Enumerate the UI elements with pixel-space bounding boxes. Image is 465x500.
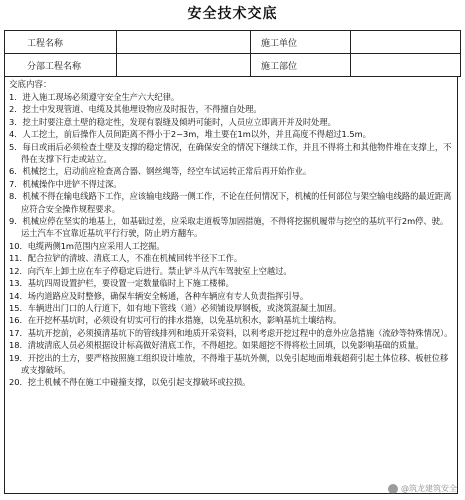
list-item: 5．每日或雨后必须检查土壁及支撑的稳定情况，在确保安全的情况下继续工作，并且不得将土和其他物件堆在支撑上，不得在支撑下行走或站立。: [9, 141, 452, 165]
list-item: 6．机械挖土，启动前应检查离合器、钢丝绳等，经空车试运转正常后再开始作业。: [9, 166, 312, 177]
list-item: 4．人工挖土，前后操作人员间距离不得小于2~3m，堆土要在1m以外，并且高度不得超过1.5m。: [9, 129, 371, 140]
item-list: [9, 91, 453, 389]
content-heading: 交底内容：: [9, 80, 52, 90]
list-item: 2．挖土中发现管道、电缆及其他埋设物应及时报告，不得擅自处理。: [9, 104, 262, 115]
project-name-value: [117, 31, 251, 54]
list-item: 15．车辆进出门口的人行道下，如有地下管线（道）必须铺设厚钢板，或浇筑混凝土加固。: [9, 302, 342, 313]
list-item: 7．机械操作中进铲不得过深。: [9, 178, 122, 189]
watermark-logo-icon: [388, 484, 398, 494]
list-item: 16．在开挖杯基坑时，必须设有切实可行的排水措施，以免基坑积水，影响基坑土壤结构。: [9, 315, 342, 326]
sub-project-name-label: 分部工程名称: [5, 54, 117, 77]
list-item: 20．挖土机械不得在施工中碰撞支撑，以免引起支撑破坏或拉损。: [9, 377, 251, 388]
list-item: 3．挖土时要注意土壁的稳定性，发现有裂缝及倾坍可能时，人员应立即离开并及时处理。: [9, 116, 336, 127]
watermark-text: @筑龙建筑安全: [401, 484, 457, 493]
list-item: 18．清坡清底人员必须根据设计标高做好清底工作，不得超挖。如果超挖不得将松土回填，以免影响基础的质量。: [9, 340, 424, 351]
list-item: 10．电缆两侧1m范围内应采用人工挖掘。: [9, 240, 165, 251]
construction-unit-value: [351, 31, 461, 54]
document-title: 安全技术交底: [187, 6, 278, 22]
header-table: [4, 30, 461, 77]
list-item: 1．进入施工现场必须遵守安全生产六大纪律。: [9, 92, 180, 102]
list-item: 8．机械不得在输电线路下工作，应该输电线路一侧工作，不论在任何情况下，机械的任何部位与架空输电线路的最近距离应符合安全操作规程要求。: [9, 191, 452, 214]
header-row-subproject: [5, 54, 461, 77]
list-item: 19．开挖出的土方，要严格按照施工组织设计堆放，不得堆于基坑外侧，以免引起地面堆载超荷引起土体位移、板桩位移或支撑破坏。: [9, 352, 449, 375]
project-name-label: 工程名称: [5, 31, 117, 54]
watermark: [388, 483, 457, 494]
list-item: 14．场内道路应及时整修，确保车辆安全畅通，各种车辆应有专人负责指挥引导。: [9, 290, 309, 301]
disclosure-content: [4, 76, 458, 494]
construction-unit-label: 施工单位: [251, 31, 351, 54]
construction-part-value: [351, 54, 461, 77]
list-item: 11．配合拉铲的清坡、清底工人，不准在机械回转半径下工作。: [9, 253, 243, 264]
sub-project-name-value: [117, 54, 251, 77]
list-item: 9．机械应停在坚实的地基上，如基础过差，应采取走道板等加固措施，不得将挖掘机履带与挖空的基坑平行2m停、驶。运土汽车不宜靠近基坑平行行驶，防止坍方翻车。: [9, 216, 449, 239]
list-item: 17．基坑开挖前，必须摸清基坑下的管线排列和地质开采资料，以利考虑开挖过程中的意外应急措施（流砂等特殊情况）。: [9, 327, 453, 338]
list-item: 12．向汽车上卸土应在车子停稳定后进行。禁止铲斗从汽车驾驶室上空越过。: [9, 265, 292, 276]
construction-part-label: 施工部位: [251, 54, 351, 77]
list-item: 13．基坑四周设置护栏，要设置一定数量临时上下施工楼梯。: [9, 278, 234, 289]
header-row-project: [5, 31, 461, 54]
